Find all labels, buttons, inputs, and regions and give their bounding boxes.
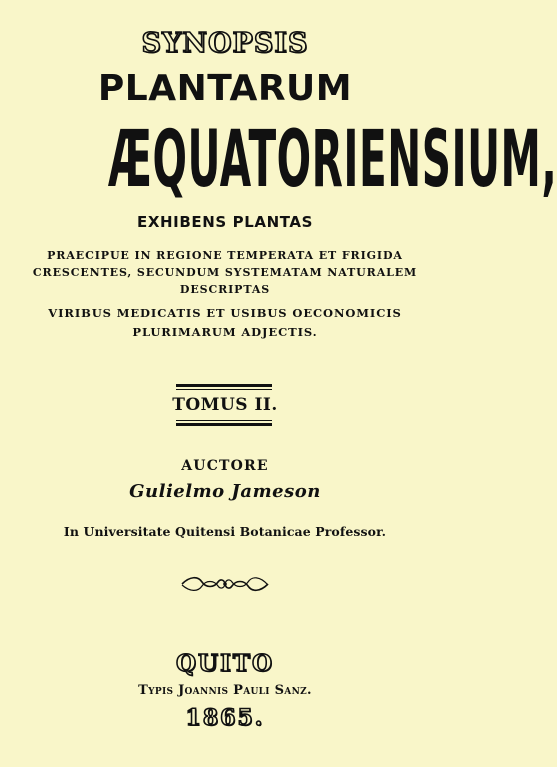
description-line-2: CRESCENTES, SECUNDUM SYSTEMATAM NATURALEM bbox=[32, 266, 418, 279]
description-line-3: DESCRIPTAS bbox=[179, 283, 271, 296]
synopsis-heading: SYNOPSIS bbox=[141, 28, 309, 59]
plantarum-heading: PLANTARUM bbox=[97, 68, 353, 109]
printer-line: Typis Joannis Pauli Sanz. bbox=[138, 683, 312, 698]
description-line-1: PRAECIPUE IN REGIONE TEMPERATA ET FRIGIDA bbox=[47, 249, 403, 262]
author-name: Gulielmo Jameson bbox=[129, 481, 321, 502]
publication-year: 1865. bbox=[185, 705, 265, 731]
aequatoriensium-heading: ÆQUATORIENSIUM, bbox=[108, 115, 557, 205]
description-line-5: PLURIMARUM ADJECTIS. bbox=[132, 325, 318, 339]
auctore-label: AUCTORE bbox=[181, 458, 269, 474]
flourish-ornament-icon bbox=[180, 574, 270, 594]
place-of-publication: QUITO bbox=[175, 650, 274, 677]
exhibens-line: EXHIBENS PLANTAS bbox=[137, 213, 313, 231]
description-line-4: VIRIBUS MEDICATIS ET USIBUS OECONOMICIS bbox=[48, 306, 402, 320]
volume-label: TOMUS II. bbox=[172, 395, 278, 415]
author-affiliation: In Universitate Quitensi Botanicae Professor. bbox=[63, 524, 387, 539]
